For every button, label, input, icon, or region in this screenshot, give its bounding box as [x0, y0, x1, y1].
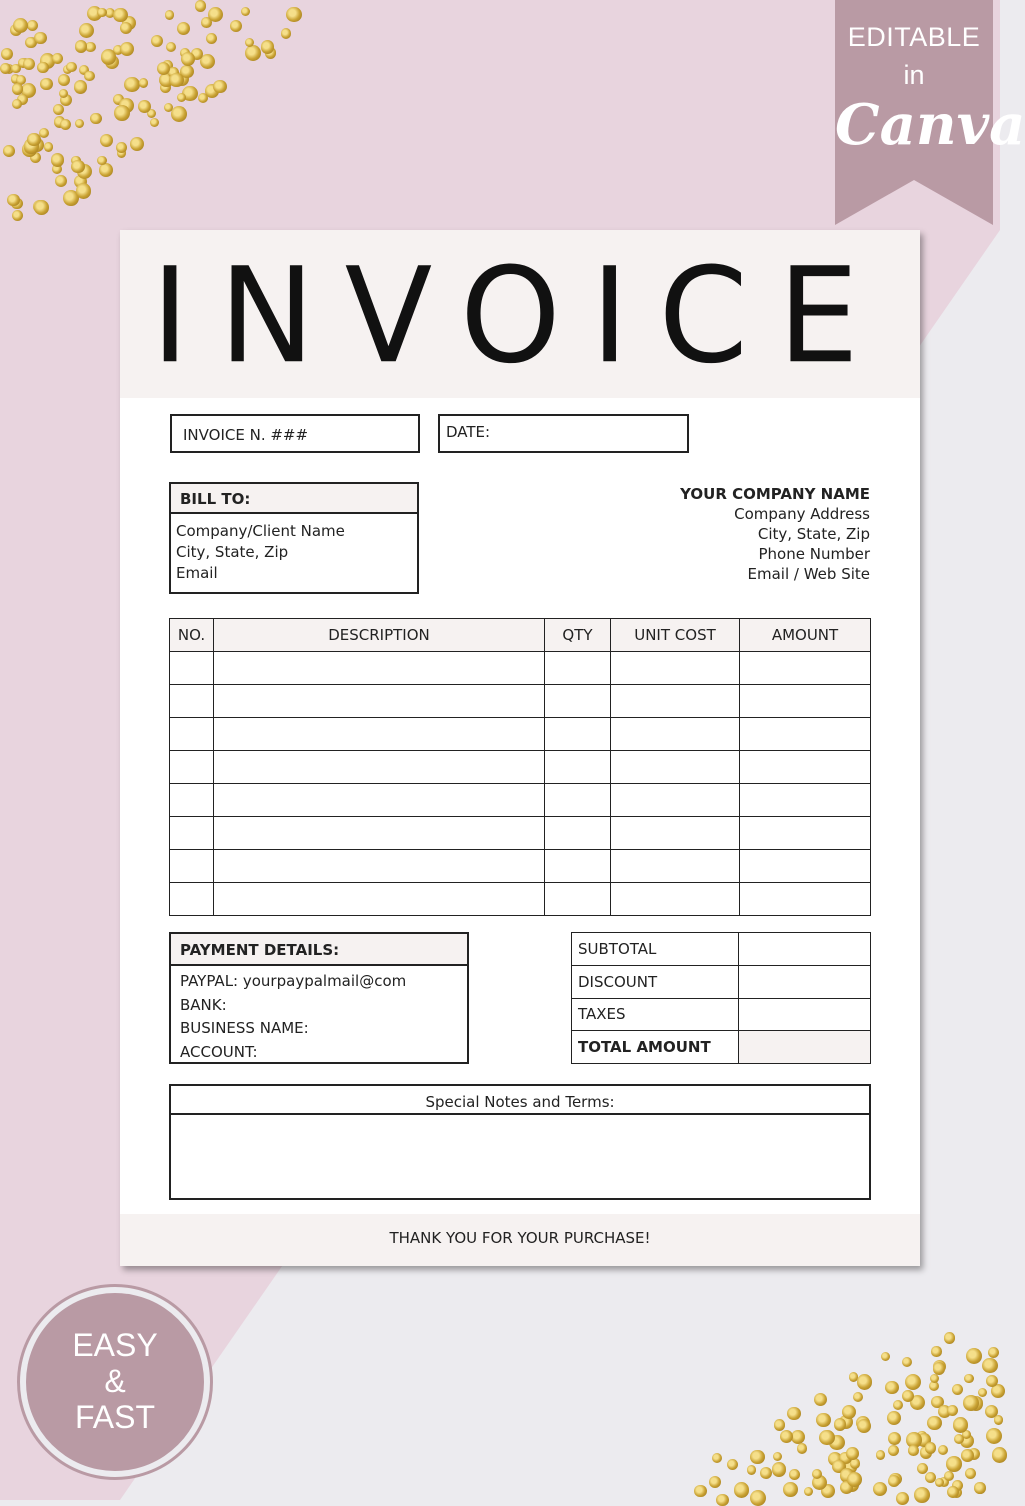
sequin — [938, 1445, 949, 1456]
col-header-description: DESCRIPTION — [214, 619, 545, 652]
sequin — [944, 1332, 956, 1344]
sequin — [885, 1381, 898, 1394]
cell-amount[interactable] — [740, 850, 871, 883]
payment-account: ACCOUNT: — [180, 1043, 258, 1061]
subtotal-row — [572, 933, 871, 966]
cell-no[interactable] — [170, 883, 214, 916]
fast-text: FAST — [74, 1399, 155, 1435]
sequin — [772, 1462, 786, 1476]
gold-confetti-top-left — [0, 0, 300, 220]
sequin — [914, 1487, 930, 1503]
sequin — [23, 58, 35, 70]
sequin — [905, 1374, 921, 1390]
sequin — [947, 1405, 958, 1416]
sequin — [12, 99, 22, 109]
sequin — [66, 62, 76, 72]
special-notes-box[interactable] — [169, 1084, 871, 1200]
invoice-sheet — [120, 230, 920, 1266]
invoice-number-field[interactable] — [170, 414, 420, 453]
canva-logo: Canva — [835, 92, 1025, 158]
sequin — [896, 1492, 909, 1505]
sequin — [120, 42, 134, 56]
sequin — [963, 1395, 979, 1411]
payment-paypal: PAYPAL: yourpaypalmail@com — [180, 972, 407, 990]
sequin — [40, 78, 53, 91]
sequin — [55, 175, 67, 187]
sequin — [908, 1445, 919, 1456]
col-header-qty: QTY — [545, 619, 611, 652]
sequin — [694, 1485, 706, 1497]
sequin — [100, 134, 114, 148]
sequin — [116, 142, 127, 153]
cell-description[interactable] — [214, 784, 545, 817]
badge-in-text: in — [903, 60, 925, 90]
sequin — [992, 1447, 1007, 1462]
sequin — [791, 1430, 805, 1444]
cell-description[interactable] — [214, 850, 545, 883]
sequin — [709, 1476, 721, 1488]
sequin — [34, 32, 46, 44]
cell-no[interactable] — [170, 652, 214, 685]
sequin — [164, 103, 173, 112]
taxes-label: TAXES — [572, 998, 739, 1031]
sequin — [245, 45, 261, 61]
sequin — [27, 133, 41, 147]
special-notes-label: Special Notes and Terms: — [425, 1093, 615, 1111]
date-field[interactable] — [438, 414, 689, 453]
cell-amount[interactable] — [740, 652, 871, 685]
sequin — [286, 7, 302, 23]
sequin — [783, 1482, 798, 1497]
sequin — [925, 1442, 936, 1453]
cell-qty[interactable] — [545, 751, 611, 784]
sequin — [857, 1419, 871, 1433]
payment-business-name: BUSINESS NAME: — [180, 1019, 309, 1037]
company-city: City, State, Zip — [757, 525, 870, 543]
sequin — [150, 118, 159, 127]
sequin — [712, 1453, 722, 1463]
company-email: Email / Web Site — [747, 565, 870, 583]
sequin — [97, 8, 107, 18]
sequin — [74, 80, 87, 93]
cell-description[interactable] — [214, 718, 545, 751]
sequin — [716, 1494, 728, 1506]
cell-unit-cost[interactable] — [611, 850, 740, 883]
sequin — [931, 1346, 941, 1356]
table-row — [170, 685, 871, 718]
sequin — [44, 142, 53, 151]
sequin — [75, 119, 84, 128]
sequin — [13, 18, 29, 34]
company-info — [680, 484, 870, 584]
sequin — [986, 1428, 1002, 1444]
cell-description[interactable] — [214, 652, 545, 685]
ampersand-text: & — [104, 1363, 126, 1399]
sequin — [90, 113, 102, 125]
table-row — [170, 718, 871, 751]
sequin — [873, 1482, 887, 1496]
sequin — [814, 1393, 827, 1406]
cell-amount[interactable] — [740, 718, 871, 751]
sequin — [734, 1482, 749, 1497]
discount-label: DISCOUNT — [572, 965, 739, 998]
cell-description[interactable] — [214, 883, 545, 916]
cell-qty[interactable] — [545, 685, 611, 718]
sequin — [902, 1357, 912, 1367]
sequin — [53, 104, 64, 115]
sequin — [1, 48, 13, 60]
sequin — [3, 145, 15, 157]
cell-amount[interactable] — [740, 817, 871, 850]
cell-no[interactable] — [170, 784, 214, 817]
payment-heading: PAYMENT DETAILS: — [180, 941, 340, 959]
table-header-row — [170, 619, 871, 652]
sequin — [887, 1411, 901, 1425]
table-row — [170, 883, 871, 916]
discount-value[interactable] — [738, 965, 870, 998]
sequin — [933, 1362, 945, 1374]
sequin — [101, 49, 117, 65]
sequin — [727, 1459, 738, 1470]
sequin — [834, 1418, 846, 1430]
discount-row — [572, 965, 871, 998]
sequin — [750, 1450, 765, 1465]
sequin — [171, 106, 187, 122]
easy-text: EASY — [72, 1327, 158, 1363]
bill-to-heading: BILL TO: — [180, 490, 251, 508]
sequin — [58, 74, 70, 86]
sequin — [773, 1452, 782, 1461]
sequin — [842, 1405, 856, 1419]
sequin — [124, 77, 140, 93]
sequin — [213, 80, 227, 94]
bill-to-line-1: Company/Client Name — [176, 522, 345, 540]
cell-amount[interactable] — [740, 685, 871, 718]
sequin — [853, 1392, 863, 1402]
sequin — [888, 1432, 901, 1445]
totals-table — [571, 932, 871, 1064]
table-row — [170, 652, 871, 685]
bill-to-box — [169, 482, 419, 594]
sequin — [34, 200, 49, 215]
sequin — [888, 1475, 900, 1487]
sequin — [166, 42, 176, 52]
sequin — [206, 33, 217, 44]
sequin — [195, 0, 206, 11]
table-row — [170, 784, 871, 817]
cell-unit-cost[interactable] — [611, 784, 740, 817]
footer-band — [120, 1214, 920, 1266]
sequin — [7, 194, 20, 207]
cell-no[interactable] — [170, 685, 214, 718]
sequin — [876, 1450, 886, 1460]
sequin — [97, 156, 107, 166]
sequin — [857, 1374, 873, 1390]
sequin — [177, 22, 190, 35]
col-header-unit-cost: UNIT COST — [611, 619, 740, 652]
cell-unit-cost[interactable] — [611, 751, 740, 784]
sequin — [114, 105, 130, 121]
cell-qty[interactable] — [545, 784, 611, 817]
sequin — [893, 1400, 903, 1410]
sequin — [944, 1471, 955, 1482]
sequin — [988, 1347, 999, 1358]
cell-unit-cost[interactable] — [611, 883, 740, 916]
total-amount-label: TOTAL AMOUNT — [572, 1031, 739, 1064]
sequin — [816, 1413, 830, 1427]
cell-no[interactable] — [170, 718, 214, 751]
sequin — [952, 1384, 963, 1395]
date-label: DATE: — [446, 423, 491, 441]
company-phone: Phone Number — [758, 545, 870, 563]
sequin — [946, 1456, 962, 1472]
sequin — [847, 1472, 862, 1487]
sequin — [819, 1430, 835, 1446]
cell-qty[interactable] — [545, 850, 611, 883]
thank-you-text: THANK YOU FOR YOUR PURCHASE! — [389, 1229, 651, 1247]
invoice-title: INVOICE — [151, 239, 889, 394]
cell-amount[interactable] — [740, 751, 871, 784]
sequin — [198, 93, 208, 103]
taxes-value[interactable] — [738, 998, 870, 1031]
cell-qty[interactable] — [545, 883, 611, 916]
sequin — [966, 1348, 982, 1364]
bill-to-line-3: Email — [176, 564, 218, 582]
sequin — [52, 53, 63, 64]
sequin — [961, 1449, 974, 1462]
sequin — [780, 1430, 793, 1443]
sequin — [51, 153, 65, 167]
sequin — [888, 1445, 899, 1456]
sequin — [881, 1352, 891, 1362]
total-amount-value[interactable] — [738, 1031, 870, 1064]
sequin — [165, 10, 174, 19]
sequin — [157, 62, 170, 75]
sequin — [27, 20, 38, 31]
easy-fast-badge — [26, 1293, 204, 1471]
badge-editable-text: EDITABLE — [847, 22, 981, 52]
sequin — [789, 1469, 800, 1480]
sequin — [917, 1463, 928, 1474]
cell-no[interactable] — [170, 817, 214, 850]
sequin — [208, 7, 223, 22]
cell-amount[interactable] — [740, 784, 871, 817]
subtotal-value[interactable] — [738, 933, 870, 966]
sequin — [84, 71, 94, 81]
sequin — [241, 7, 250, 16]
cell-description[interactable] — [214, 817, 545, 850]
sequin — [930, 1374, 940, 1384]
sequin — [60, 119, 72, 131]
sequin — [177, 93, 186, 102]
editable-in-canva-badge — [835, 0, 1025, 225]
sequin — [804, 1487, 813, 1496]
sequin — [747, 1465, 757, 1475]
cell-unit-cost[interactable] — [611, 718, 740, 751]
cell-no[interactable] — [170, 850, 214, 883]
sequin — [982, 1358, 998, 1374]
cell-description[interactable] — [214, 751, 545, 784]
gold-confetti-bottom-right — [690, 1320, 1000, 1500]
sequin — [812, 1469, 822, 1479]
sequin — [181, 52, 195, 66]
col-header-no: NO. — [170, 619, 214, 652]
payment-details-box — [169, 932, 469, 1064]
sequin — [12, 210, 24, 222]
sequin — [902, 1390, 914, 1402]
cell-description[interactable] — [214, 685, 545, 718]
sequin — [230, 20, 242, 32]
sequin — [927, 1416, 941, 1430]
company-address: Company Address — [734, 505, 870, 523]
cell-unit-cost[interactable] — [611, 652, 740, 685]
invoice-number-label: INVOICE N. ### — [183, 426, 309, 444]
bill-to-line-2: City, State, Zip — [176, 543, 289, 561]
cell-qty[interactable] — [545, 817, 611, 850]
sequin — [99, 163, 113, 177]
cell-amount[interactable] — [740, 883, 871, 916]
sequin — [169, 73, 184, 88]
sequin — [12, 83, 23, 94]
sequin — [964, 1374, 974, 1384]
sequin — [76, 183, 91, 198]
company-name: YOUR COMPANY NAME — [680, 485, 870, 503]
payment-bank: BANK: — [180, 996, 227, 1014]
table-row — [170, 817, 871, 850]
cell-no[interactable] — [170, 751, 214, 784]
sequin — [760, 1467, 772, 1479]
cell-unit-cost[interactable] — [611, 817, 740, 850]
sequin — [75, 40, 87, 52]
subtotal-label: SUBTOTAL — [572, 933, 739, 966]
table-row — [170, 751, 871, 784]
cell-qty[interactable] — [545, 718, 611, 751]
cell-unit-cost[interactable] — [611, 685, 740, 718]
sequin — [151, 35, 164, 48]
sequin — [750, 1490, 766, 1506]
sequin — [953, 1417, 968, 1432]
sequin — [986, 1375, 998, 1387]
sequin — [120, 22, 132, 34]
table-row — [170, 850, 871, 883]
line-items-table — [169, 618, 871, 916]
sequin — [787, 1407, 800, 1420]
sequin — [139, 78, 148, 87]
sequin — [281, 28, 292, 39]
total-amount-row — [572, 1031, 871, 1064]
col-header-amount: AMOUNT — [740, 619, 871, 652]
sequin — [79, 23, 94, 38]
sequin — [965, 1468, 976, 1479]
cell-qty[interactable] — [545, 652, 611, 685]
sequin — [37, 62, 49, 74]
sequin — [974, 1482, 985, 1493]
sequin — [846, 1447, 859, 1460]
sequin — [994, 1415, 1004, 1425]
sequin — [130, 137, 144, 151]
sequin — [261, 40, 275, 54]
taxes-row — [572, 998, 871, 1031]
sequin — [797, 1443, 808, 1454]
